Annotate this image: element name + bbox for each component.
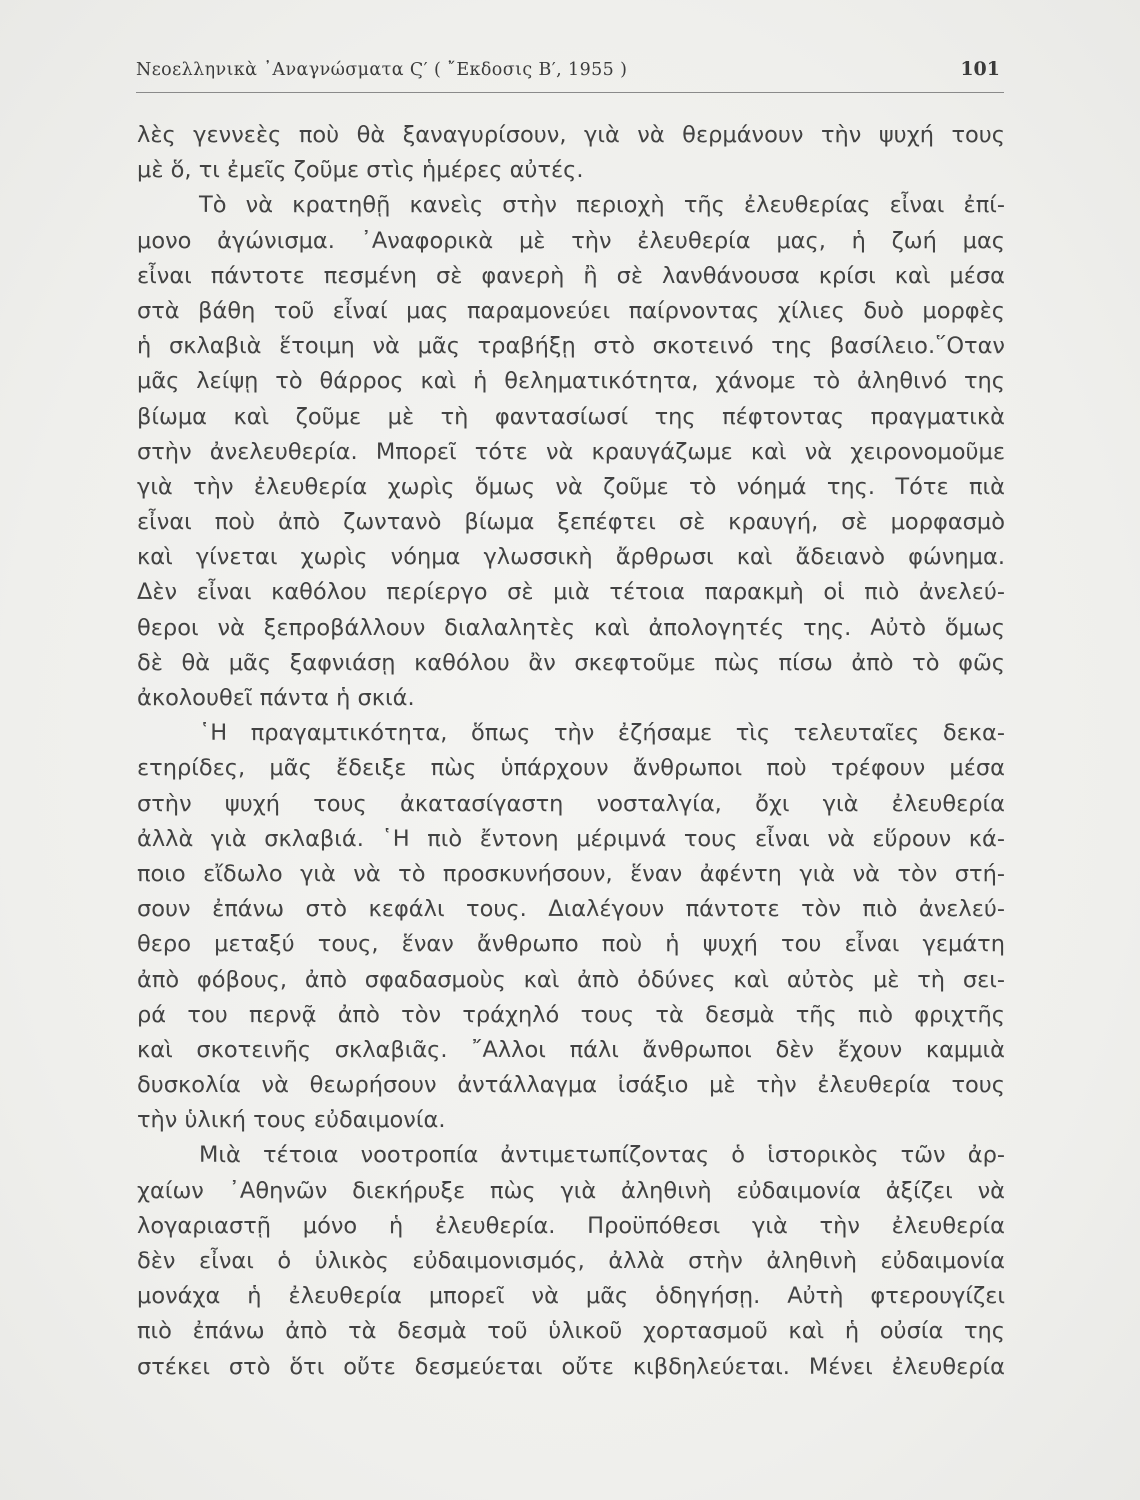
text-line: ετηρίδες, μᾶς ἔδειξε πὼς ὑπάρχουν ἄνθρωποι ποὺ τρέφουν μέσα	[137, 755, 1005, 782]
text-line: ἀλλὰ γιὰ σκλαβιά. ῾Η πιὸ ἔντονη μέριμνά τους εἶναι νὰ εὕρουν κά-	[137, 825, 1005, 852]
text-line: βίωμα καὶ ζοῦμε μὲ τὴ φαντασίωσί της πέφτοντας πραγματικὰ	[137, 403, 1005, 430]
text-line: γιὰ τὴν ἐλευθερία χωρὶς ὅμως νὰ ζοῦμε τὸ νόημά της. Τότε πιὰ	[137, 473, 1005, 500]
text-line: μᾶς λείψῃ τὸ θάρρος καὶ ἡ θεληματικότητα, χάνομε τὸ ἀληθινό της	[137, 368, 1005, 395]
text-line: χαίων ᾿Αθηνῶν διεκήρυξε πὼς γιὰ ἀληθινὴ εὐδαιμονία ἀξίζει νὰ	[137, 1177, 1005, 1204]
text-line: μονάχα ἡ ἐλευθερία μπορεῖ νὰ μᾶς ὁδηγήσῃ. Αὐτὴ φτερουγίζει	[137, 1283, 1005, 1310]
running-header	[136, 56, 1000, 90]
text-line: ἀπὸ φόβους, ἀπὸ σφαδασμοὺς καὶ ἀπὸ ὀδύνες καὶ αὐτὸς μὲ τὴ σει-	[137, 966, 1005, 993]
text-line: εἶναι ποὺ ἀπὸ ζωντανὸ βίωμα ξεπέφτει σὲ κραυγή, σὲ μορφασμὸ	[137, 509, 1005, 536]
text-line: σουν ἐπάνω στὸ κεφάλι τους. Διαλέγουν πάντοτε τὸν πιὸ ἀνελεύ-	[137, 896, 1005, 923]
text-line: δὲ θὰ μᾶς ξαφνιάσῃ καθόλου ἂν σκεφτοῦμε πὼς πίσω ἀπὸ τὸ φῶς	[137, 649, 1005, 676]
text-line: ἀκολουθεῖ πάντα ἡ σκιά.	[137, 685, 415, 711]
text-line: Δὲν εἶναι καθόλου περίεργο σὲ μιὰ τέτοια παρακμὴ οἱ πιὸ ἀνελεύ-	[137, 579, 1005, 606]
text-line: στέκει στὸ ὅτι οὔτε δεσμεύεται οὔτε κιβδηλεύεται. Μένει ἐλευθερία	[137, 1353, 1005, 1380]
text-line: καὶ γίνεται χωρὶς νόημα γλωσσικὴ ἄρθρωσι καὶ ἄδειανὸ φώνημα.	[137, 544, 1005, 571]
text-line: ῾Η πραγαμτικότητα, ὅπως τὴν ἐζήσαμε τὶς τελευταῖες δεκα-	[199, 720, 1005, 747]
text-line: μὲ ὅ, τι ἐμεῖς ζοῦμε στὶς ἡμέρες αὐτές.	[137, 157, 584, 184]
text-line: δυσκολία νὰ θεωρήσουν ἀντάλλαγμα ἰσάξιο μὲ τὴν ἐλευθερία τους	[137, 1072, 1005, 1099]
text-line: ρά του περνᾷ ἀπὸ τὸν τράχηλό τους τὰ δεσμὰ τῆς πιὸ φριχτῆς	[137, 1001, 1005, 1028]
header-title: Νεοελληνικὰ ᾿Αναγνώσματα Ϛ′ ( ῎Εκδοσις Β′, 1955 )	[136, 60, 628, 80]
text-line: τὴν ὑλική τους εὐδαιμονία.	[137, 1107, 446, 1134]
text-line: θεροι νὰ ξεπροβάλλουν διαλαλητὲς καὶ ἀπολογητές της. Αὐτὸ ὅμως	[137, 614, 1005, 641]
text-line: δὲν εἶναι ὁ ὑλικὸς εὐδαιμονισμός, ἀλλὰ στὴν ἀληθινὴ εὐδαιμονία	[137, 1248, 1005, 1274]
page-number: 101	[960, 58, 1000, 80]
text-line: μονο ἀγώνισμα. ᾿Αναφορικὰ μὲ τὴν ἐλευθερία μας, ἡ ζωή μας	[137, 227, 1005, 254]
text-line: λὲς γεννεὲς ποὺ θὰ ξαναγυρίσουν, γιὰ νὰ θερμάνουν τὴν ψυχή τους	[137, 122, 1005, 148]
text-line: Μιὰ τέτοια νοοτροπία ἀντιμετωπίζοντας ὁ ἱστορικὸς τῶν ἀρ-	[199, 1142, 1005, 1169]
header-rule	[136, 92, 1004, 93]
text-line: καὶ σκοτεινῆς σκλαβιᾶς. ῎Αλλοι πάλι ἄνθρωποι δὲν ἔχουν καμμιὰ	[137, 1036, 1005, 1063]
text-line: ἡ σκλαβιὰ ἕτοιμη νὰ μᾶς τραβήξῃ στὸ σκοτεινό της βασίλειο.῞Οταν	[137, 333, 1005, 360]
text-line: πιὸ ἐπάνω ἀπὸ τὰ δεσμὰ τοῦ ὑλικοῦ χορτασμοῦ καὶ ἡ οὐσία της	[137, 1318, 1005, 1345]
text-line: στὰ βάθη τοῦ εἶναί μας παραμονεύει παίρνοντας χίλιες δυὸ μορφὲς	[137, 297, 1005, 324]
text-line: στὴν ψυχή τους ἀκατασίγαστη νοσταλγία, ὄχι γιὰ ἐλευθερία	[137, 790, 1005, 817]
text-line: ποιο εἴδωλο γιὰ νὰ τὸ προσκυνήσουν, ἕναν ἀφέντη γιὰ νὰ τὸν στή-	[137, 860, 1005, 887]
text-line: θερο μεταξύ τους, ἕναν ἄνθρωπο ποὺ ἡ ψυχή του εἶναι γεμάτη	[137, 931, 1005, 958]
text-line: λογαριαστῇ μόνο ἡ ἐλευθερία. Προϋπόθεσι γιὰ τὴν ἐλευθερία	[137, 1212, 1005, 1239]
body-text	[137, 118, 1005, 1385]
text-line: στὴν ἀνελευθερία. Μπορεῖ τότε νὰ κραυγάζωμε καὶ νὰ χειρονομοῦμε	[137, 438, 1005, 465]
text-line: εἶναι πάντοτε πεσμένη σὲ φανερὴ ἢ σὲ λανθάνουσα κρίσι καὶ μέσα	[137, 262, 1005, 289]
text-line: Τὸ νὰ κρατηθῇ κανεὶς στὴν περιοχὴ τῆς ἐλευθερίας εἶναι ἐπί-	[199, 192, 1005, 219]
